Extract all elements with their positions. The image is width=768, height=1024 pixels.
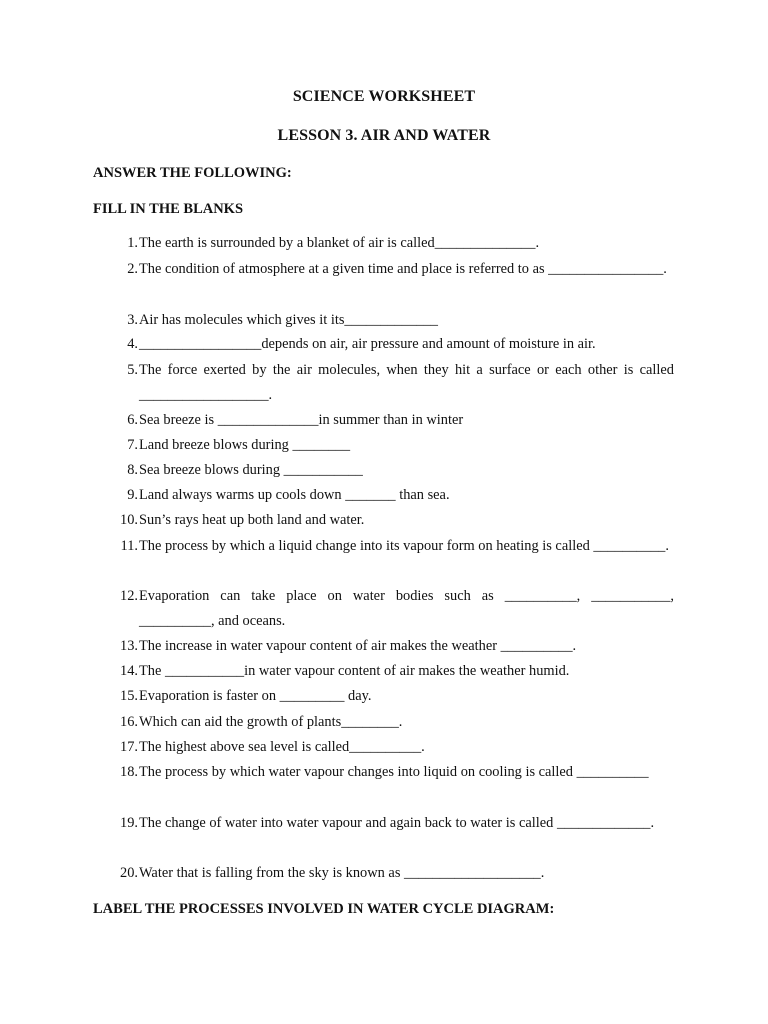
question-number: 10. — [120, 512, 138, 528]
question-text: The increase in water vapour content of air makes the weather __________. — [139, 638, 577, 654]
question-number: 6. — [127, 412, 138, 428]
question-text: Sea breeze is ______________in summer than in winter — [139, 412, 464, 428]
question-number: 8. — [127, 462, 138, 478]
question-number: 3. — [127, 312, 138, 328]
question-text: The process by which water vapour changes into liquid on cooling is called __________ — [139, 764, 649, 780]
question-item — [114, 483, 674, 508]
question-number: 13. — [120, 638, 138, 654]
question-item — [114, 634, 674, 659]
question-number: 5. — [127, 362, 138, 378]
question-item — [114, 458, 674, 483]
question-number: 18. — [120, 764, 138, 780]
question-item — [114, 811, 674, 836]
question-number: 19. — [120, 815, 138, 831]
instruction-heading: ANSWER THE FOLLOWING: — [93, 165, 292, 181]
question-text: The process by which a liquid change into its vapour form on heating is called __________. — [139, 538, 669, 554]
question-item — [114, 358, 674, 408]
question-item — [114, 659, 674, 684]
question-number: 14. — [120, 663, 138, 679]
question-item — [114, 231, 674, 256]
question-text: Sea breeze blows during ___________ — [139, 462, 363, 478]
question-item — [114, 332, 674, 357]
worksheet-title: SCIENCE WORKSHEET — [292, 88, 476, 105]
question-item — [114, 584, 674, 634]
question-item — [114, 508, 674, 533]
question-item — [114, 433, 674, 458]
question-number: 17. — [120, 739, 138, 755]
question-text: Land always warms up cools down _______ than sea. — [139, 487, 450, 503]
question-item — [114, 861, 674, 886]
question-text: Evaporation is faster on _________ day. — [139, 688, 372, 704]
question-text: _________________depends on air, air pressure and amount of moisture in air. — [139, 336, 596, 352]
question-text: Land breeze blows during ________ — [139, 437, 351, 453]
question-item — [114, 760, 674, 785]
question-number: 9. — [127, 487, 138, 503]
fill-in-blanks-heading: FILL IN THE BLANKS — [93, 201, 244, 217]
question-item — [114, 710, 674, 735]
question-number: 2. — [127, 261, 138, 277]
question-text: Water that is falling from the sky is known as ___________________. — [139, 865, 545, 881]
question-text: The force exerted by the air molecules, when they hit a surface or each other is called __________________. — [139, 362, 674, 403]
question-text: The earth is surrounded by a blanket of air is called______________. — [139, 235, 540, 251]
question-item — [114, 408, 674, 433]
question-text: Which can aid the growth of plants________. — [139, 714, 403, 730]
question-text: Sun’s rays heat up both land and water. — [139, 512, 365, 528]
question-number: 11. — [120, 538, 138, 554]
question-number: 15. — [120, 688, 138, 704]
lesson-title: LESSON 3. AIR AND WATER — [277, 127, 491, 144]
question-text: Air has molecules which gives it its_____________ — [139, 312, 438, 328]
question-item — [114, 257, 674, 282]
question-text: The condition of atmosphere at a given time and place is referred to as ________________. — [139, 261, 667, 277]
question-number: 1. — [127, 235, 138, 251]
question-text: The ___________in water vapour content of air makes the weather humid. — [139, 663, 570, 679]
question-number: 16. — [120, 714, 138, 730]
question-text: The change of water into water vapour and again back to water is called _____________. — [139, 815, 655, 831]
question-text: The highest above sea level is called__________. — [139, 739, 425, 755]
question-number: 7. — [127, 437, 138, 453]
question-item — [114, 534, 674, 559]
question-item — [114, 308, 674, 333]
question-text: Evaporation can take place on water bodies such as __________, ___________, __________, and oceans. — [139, 588, 674, 629]
water-cycle-label-heading: LABEL THE PROCESSES INVOLVED IN WATER CYCLE DIAGRAM: — [93, 901, 555, 917]
question-number: 20. — [120, 865, 138, 881]
question-item — [114, 684, 674, 709]
question-number: 12. — [120, 588, 138, 604]
question-item — [114, 735, 674, 760]
question-number: 4. — [127, 336, 138, 352]
